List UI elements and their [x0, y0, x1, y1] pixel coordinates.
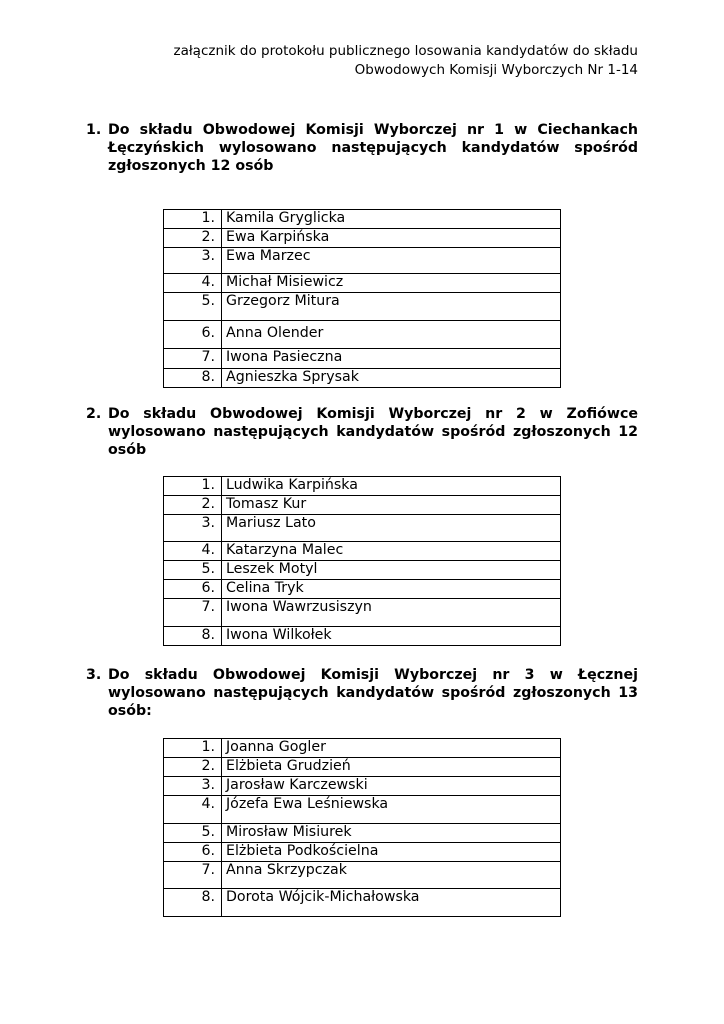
row-number: 1. [164, 739, 222, 758]
row-number: 1. [164, 210, 222, 229]
table-row [164, 561, 561, 580]
candidate-name: Agnieszka Sprysak [222, 369, 561, 388]
row-number: 1. [164, 477, 222, 496]
row-number: 4. [164, 796, 222, 824]
header-line-1: załącznik do protokołu publicznego losowania kandydatów do składu [173, 43, 638, 59]
candidate-name: Joanna Gogler [222, 739, 561, 758]
candidate-name: Kamila Gryglicka [222, 210, 561, 229]
table-row [164, 824, 561, 843]
row-number: 7. [164, 349, 222, 369]
row-number: 3. [164, 515, 222, 542]
table-row [164, 627, 561, 646]
candidate-name: Iwona Wilkołek [222, 627, 561, 646]
table-row [164, 496, 561, 515]
section-number: 2. [86, 406, 102, 422]
candidate-name: Iwona Wawrzusiszyn [222, 599, 561, 627]
row-number: 7. [164, 862, 222, 889]
table-row [164, 599, 561, 627]
table-row [164, 862, 561, 889]
row-number: 8. [164, 627, 222, 646]
candidates-table-3 [163, 738, 561, 917]
row-number: 2. [164, 496, 222, 515]
section-text: Do składu Obwodowej Komisji Wyborczej nr 3 w Łęcznej wylosowano następujących kandydatów spośród zgłoszonych 13 osób: [108, 667, 638, 719]
row-number: 8. [164, 369, 222, 388]
header-line-2: Obwodowych Komisji Wyborczych Nr 1-14 [354, 62, 638, 78]
candidate-name: Elżbieta Grudzień [222, 758, 561, 777]
candidate-name: Celina Tryk [222, 580, 561, 599]
table-row [164, 229, 561, 248]
row-number: 3. [164, 248, 222, 274]
candidate-name: Mariusz Lato [222, 515, 561, 542]
row-number: 2. [164, 229, 222, 248]
table-row [164, 477, 561, 496]
table-row [164, 777, 561, 796]
row-number: 6. [164, 843, 222, 862]
table-row [164, 542, 561, 561]
candidate-name: Anna Olender [222, 321, 561, 349]
candidate-name: Iwona Pasieczna [222, 349, 561, 369]
candidate-name: Mirosław Misiurek [222, 824, 561, 843]
table-row [164, 796, 561, 824]
candidate-name: Ludwika Karpińska [222, 477, 561, 496]
candidates-table-1 [163, 209, 561, 388]
row-number: 4. [164, 542, 222, 561]
section-3-heading [86, 666, 638, 720]
candidate-name: Jarosław Karczewski [222, 777, 561, 796]
candidate-name: Ewa Karpińska [222, 229, 561, 248]
candidate-name: Ewa Marzec [222, 248, 561, 274]
section-2-heading [86, 405, 638, 459]
row-number: 8. [164, 889, 222, 917]
table-row [164, 515, 561, 542]
row-number: 5. [164, 824, 222, 843]
section-number: 1. [86, 122, 102, 138]
row-number: 6. [164, 580, 222, 599]
candidate-name: Elżbieta Podkościelna [222, 843, 561, 862]
table-row [164, 349, 561, 369]
candidate-name: Anna Skrzypczak [222, 862, 561, 889]
row-number: 5. [164, 293, 222, 321]
table-row [164, 293, 561, 321]
candidate-name: Leszek Motyl [222, 561, 561, 580]
candidate-name: Dorota Wójcik-Michałowska [222, 889, 561, 917]
row-number: 5. [164, 561, 222, 580]
section-text: Do składu Obwodowej Komisji Wyborczej nr 1 w Ciechankach Łęczyńskich wylosowano następujących kandydatów spośród zgłoszonych 12 osób [108, 122, 638, 174]
row-number: 6. [164, 321, 222, 349]
section-1-heading [86, 121, 638, 175]
candidate-name: Tomasz Kur [222, 496, 561, 515]
table-row [164, 739, 561, 758]
candidate-name: Michał Misiewicz [222, 274, 561, 293]
document-header [173, 42, 638, 80]
candidates-table-2 [163, 476, 561, 646]
table-row [164, 843, 561, 862]
row-number: 2. [164, 758, 222, 777]
row-number: 4. [164, 274, 222, 293]
section-number: 3. [86, 667, 102, 683]
candidate-name: Józefa Ewa Leśniewska [222, 796, 561, 824]
table-row [164, 274, 561, 293]
row-number: 3. [164, 777, 222, 796]
table-row [164, 321, 561, 349]
table-row [164, 210, 561, 229]
table-row [164, 369, 561, 388]
candidate-name: Grzegorz Mitura [222, 293, 561, 321]
table-row [164, 889, 561, 917]
section-text: Do składu Obwodowej Komisji Wyborczej nr 2 w Zofiówce wylosowano następujących kandydatów spośród zgłoszonych 12 osób [108, 406, 638, 458]
table-row [164, 248, 561, 274]
candidate-name: Katarzyna Malec [222, 542, 561, 561]
row-number: 7. [164, 599, 222, 627]
table-row [164, 758, 561, 777]
table-row [164, 580, 561, 599]
